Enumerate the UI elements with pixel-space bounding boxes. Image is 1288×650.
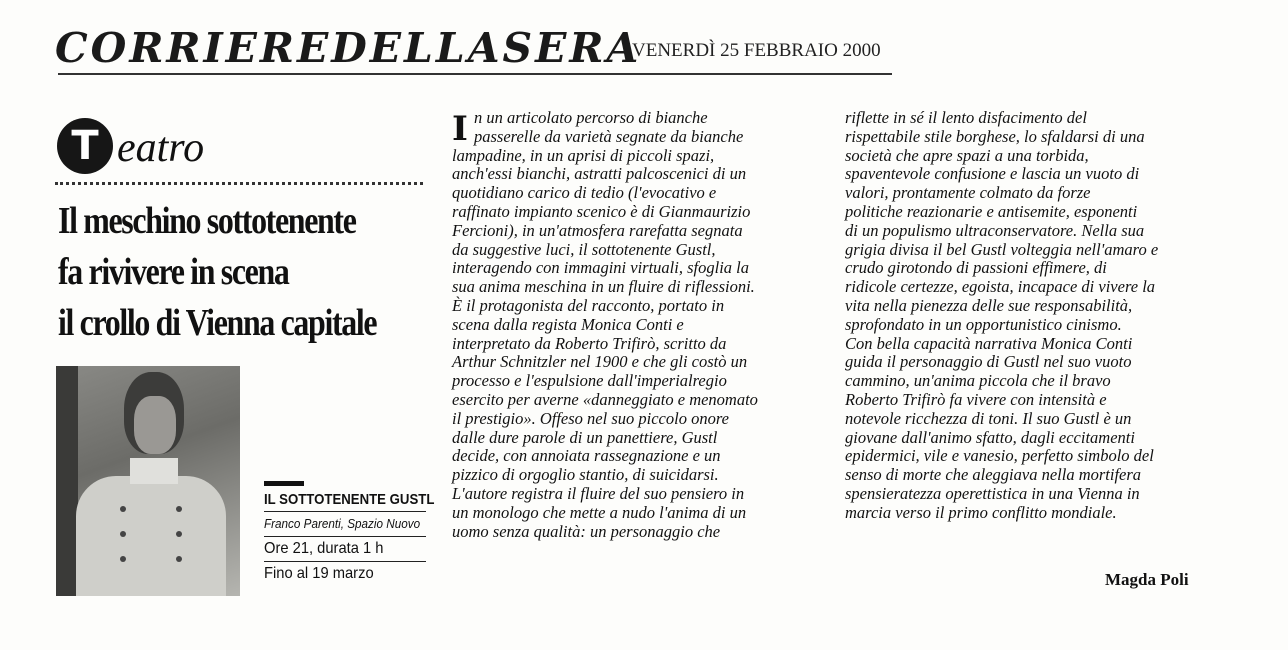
col1-line: decide, con annoiata rassegnazione e un <box>452 446 721 466</box>
show-infobox <box>264 490 435 585</box>
photo-portrait-icon <box>56 366 240 596</box>
col1-line: scena dalla regista Monica Conti e <box>452 314 684 334</box>
section-dotted-rule <box>55 182 423 185</box>
col1-line: Fercioni), in un'atmosfera rarefatta segnata <box>452 220 743 240</box>
publication-date: VENERDÌ 25 FEBBRAIO 2000 <box>632 40 881 61</box>
col1-line: interagendo con immagini virtuali, sfoglia la <box>452 258 749 278</box>
col2-line: ridicole certezze, egoista, incapace di vivere la <box>845 277 1156 297</box>
col2-line: crudo girotondo di passioni effimere, di <box>845 258 1107 278</box>
col1-line: L'autore registra il fluire del suo pensiero in <box>452 483 745 503</box>
col1-line: quotidiano carico di tedio (l'evocativo e <box>452 183 717 203</box>
article-column-1 <box>452 109 758 541</box>
col2-line: marcia verso il primo conflitto mondiale. <box>845 502 1117 522</box>
col2-line: spaventevole confusione e lascia un vuoto di <box>845 164 1140 184</box>
author-signature: Magda Poli <box>1105 570 1189 589</box>
headline-line-1: Il meschino sottotenente <box>58 200 356 242</box>
col2-line: politiche reazionarie e antisemite, esponenti <box>845 201 1138 221</box>
col2-line: sprofondato in un opportunistico cinismo. <box>845 314 1122 334</box>
col2-line: cammino, un'anima piccola che il bravo <box>845 371 1111 391</box>
article-column-2 <box>845 109 1158 523</box>
masthead-title: CORRIEREDELLASERA <box>55 24 642 72</box>
col2-line: epidermici, vile e vanesio, perfetto simbolo del <box>845 446 1154 466</box>
col1-line: n un articolato percorso di bianche <box>474 108 708 127</box>
col1-line: uomo senza qualità: un personaggio che <box>452 521 721 541</box>
col2-line: valori, prontamente colmato da forze <box>845 183 1091 203</box>
col1-line: anch'essi bianchi, astratti palcoscenici di un <box>452 164 747 184</box>
col1-line: sua anima meschina in un fluire di riflessioni. <box>452 277 755 297</box>
infobox-bar <box>264 481 304 486</box>
show-until: Fino al 19 marzo <box>264 565 374 582</box>
col2-line: spensieratezza operettistica in una Vienna in <box>845 483 1140 503</box>
col1-line: interpretato da Roberto Trifirò, scritto da <box>452 333 727 353</box>
col2-line: giovane dall'animo sfatto, dagli eccitamenti <box>845 427 1135 447</box>
col2-line: vita nella pienezza delle sue responsabilità, <box>845 295 1133 315</box>
col2-line: riflette in sé il lento disfacimento del <box>845 108 1087 127</box>
masthead-rule <box>58 73 892 75</box>
col1-line: un monologo che mette a nudo l'anima di un <box>452 502 747 522</box>
col1-line: processo e l'espulsione dall'imperialregio <box>452 371 727 391</box>
col1-line: raffinato impianto scenico è di Gianmaurizio <box>452 201 751 221</box>
headline-line-2: fa rivivere in scena <box>58 251 289 293</box>
col2-line: rispettabile stile borghese, lo sfaldarsi di una <box>845 126 1145 146</box>
col1-line: Arthur Schnitzler nel 1900 e che gli costò un <box>452 352 748 372</box>
col1-line: esercito per averne «danneggiato e menomato <box>452 389 758 409</box>
show-venue: Franco Parenti, Spazio Nuovo <box>264 516 421 531</box>
col2-line: di un populismo ultraconservatore. Nella sua <box>845 220 1145 240</box>
col1-line: dalle dure parole di un panettiere, Gustl <box>452 427 718 447</box>
col2-line: Roberto Trifirò fa vivere con intensità e <box>845 389 1107 409</box>
show-time: Ore 21, durata 1 h <box>264 540 384 557</box>
col1-line: passerelle da varietà segnate da bianche <box>474 126 744 146</box>
col2-line: società che apre spazi a una torbida, <box>845 145 1089 165</box>
show-title: IL SOTTOTENENTE GUSTL <box>264 491 435 508</box>
col1-line: lampadine, in un aprisi di piccoli spazi, <box>452 145 715 165</box>
col1-line: pizzico di orgoglio stantio, di suicidarsi. <box>452 465 719 485</box>
col2-line: guida il personaggio di Gustl nel suo vuoto <box>845 352 1132 372</box>
article-headline <box>58 196 377 349</box>
section-initial-letter: T <box>71 123 99 169</box>
col2-line: grigia divisa il bel Gustl volteggia nell'amaro e <box>845 239 1159 259</box>
article-dropcap: I <box>452 109 468 149</box>
col2-line: notevole ricchezza di toni. Il suo Gustl è un <box>845 408 1132 428</box>
col2-line: Con bella capacità narrativa Monica Conti <box>845 333 1133 353</box>
col1-line: da suggestive luci, il sottotenente Gustl, <box>452 239 716 259</box>
section-word: eatro <box>117 125 205 171</box>
col1-line: È il protagonista del racconto, portato in <box>452 295 725 315</box>
col1-line: il prestigio». Offeso nel suo piccolo onore <box>452 408 729 428</box>
headline-line-3: il crollo di Vienna capitale <box>58 302 377 344</box>
col2-line: senso di morte che aleggiava nella mortifera <box>845 465 1142 485</box>
